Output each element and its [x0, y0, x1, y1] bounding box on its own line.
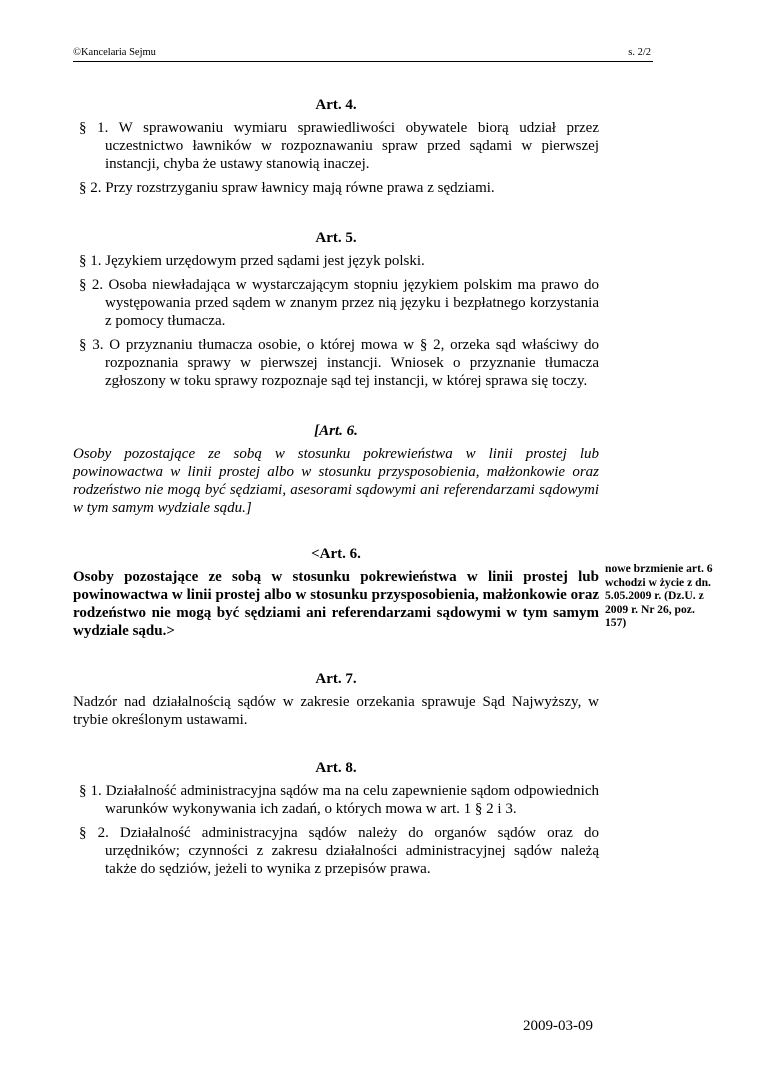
- article-title: Art. 8.: [315, 760, 357, 776]
- article-text: Nadzór nad działalnością sądów w zakresie orzekania sprawuje Sąd Najwyższy, w trybie określonym ustawami.: [73, 694, 599, 728]
- paragraph: § 1. Językiem urzędowym przed sądami jest język polski.: [79, 253, 425, 269]
- paragraph: § 2. Działalność administracyjna sądów należy do organów sądów oraz do urzędników; czynności z zakresu działalności administracyjnej sądów należą także do sędziów, jeżeli to wynika z przepisów prawa.: [79, 825, 599, 877]
- document-body: [73, 96, 599, 884]
- header-publisher: ©Kancelaria Sejmu: [73, 47, 156, 58]
- article-8: [73, 759, 599, 878]
- page-header: [73, 47, 653, 62]
- article-text: Osoby pozostające ze sobą w stosunku pokrewieństwa w linii prostej lub powinowactwa w linii prostej albo w stosunku przysposobienia, małżonkowie oraz rodzeństwo nie mogą być sędziami, asesorami sądowymi ani referendarzami sądowymi w tym samym wydziale sądu.]: [73, 446, 599, 516]
- article-title: Art. 4.: [315, 97, 357, 113]
- footer-date: 2009-03-09: [523, 1018, 593, 1034]
- article-5: [73, 229, 599, 390]
- paragraph: § 1. Działalność administracyjna sądów ma na celu zapewnienie sądom odpowiednich warunków wykonywania ich zadań, o których mowa w art. 1 § 2 i 3.: [79, 783, 599, 817]
- article-title: Art. 5.: [315, 230, 357, 246]
- article-title: Art. 7.: [315, 671, 357, 687]
- article-text: Osoby pozostające ze sobą w stosunku pokrewieństwa w linii prostej lub powinowactwa w linii prostej albo w stosunku przysposobienia, małżonkowie oraz rodzeństwo nie mogą być sędziami ani referendarzami sądowymi w tym samym wydziale sądu.>: [73, 569, 599, 639]
- article-title: [Art. 6.: [314, 423, 358, 439]
- paragraph: § 1. W sprawowaniu wymiaru sprawiedliwości obywatele biorą udział przez uczestnictwo ławników w rozpoznawaniu spraw przed sądami w pierwszej instancji, chyba że ustawy stanowią inaczej.: [79, 120, 599, 172]
- article-6-new: [73, 545, 599, 640]
- paragraph: § 2. Przy rozstrzyganiu spraw ławnicy mają równe prawa z sędziami.: [79, 180, 495, 196]
- header-page-number: s. 2/2: [628, 47, 651, 58]
- article-7: [73, 670, 599, 729]
- paragraph: § 2. Osoba niewładająca w wystarczającym stopniu językiem polskim ma prawo do występowania przed sądem w znanym przez nią języku i bezpłatnego korzystania z pomocy tłumacza.: [79, 277, 599, 329]
- article-title: <Art. 6.: [311, 546, 361, 562]
- paragraph: § 3. O przyznaniu tłumacza osobie, o której mowa w § 2, orzeka sąd właściwy do rozpoznania sprawy w pierwszej instancji. Wniosek o przyznanie tłumacza zgłoszony w toku sprawy rozpoznaje sąd tej instancji, w której sprawa się toczy.: [79, 337, 599, 389]
- margin-note: nowe brzmienie art. 6 wchodzi w życie z dn. 5.05.2009 r. (Dz.U. z 2009 r. Nr 26, poz. 157): [605, 562, 713, 629]
- article-6-old: [73, 422, 599, 517]
- article-4: [73, 96, 599, 197]
